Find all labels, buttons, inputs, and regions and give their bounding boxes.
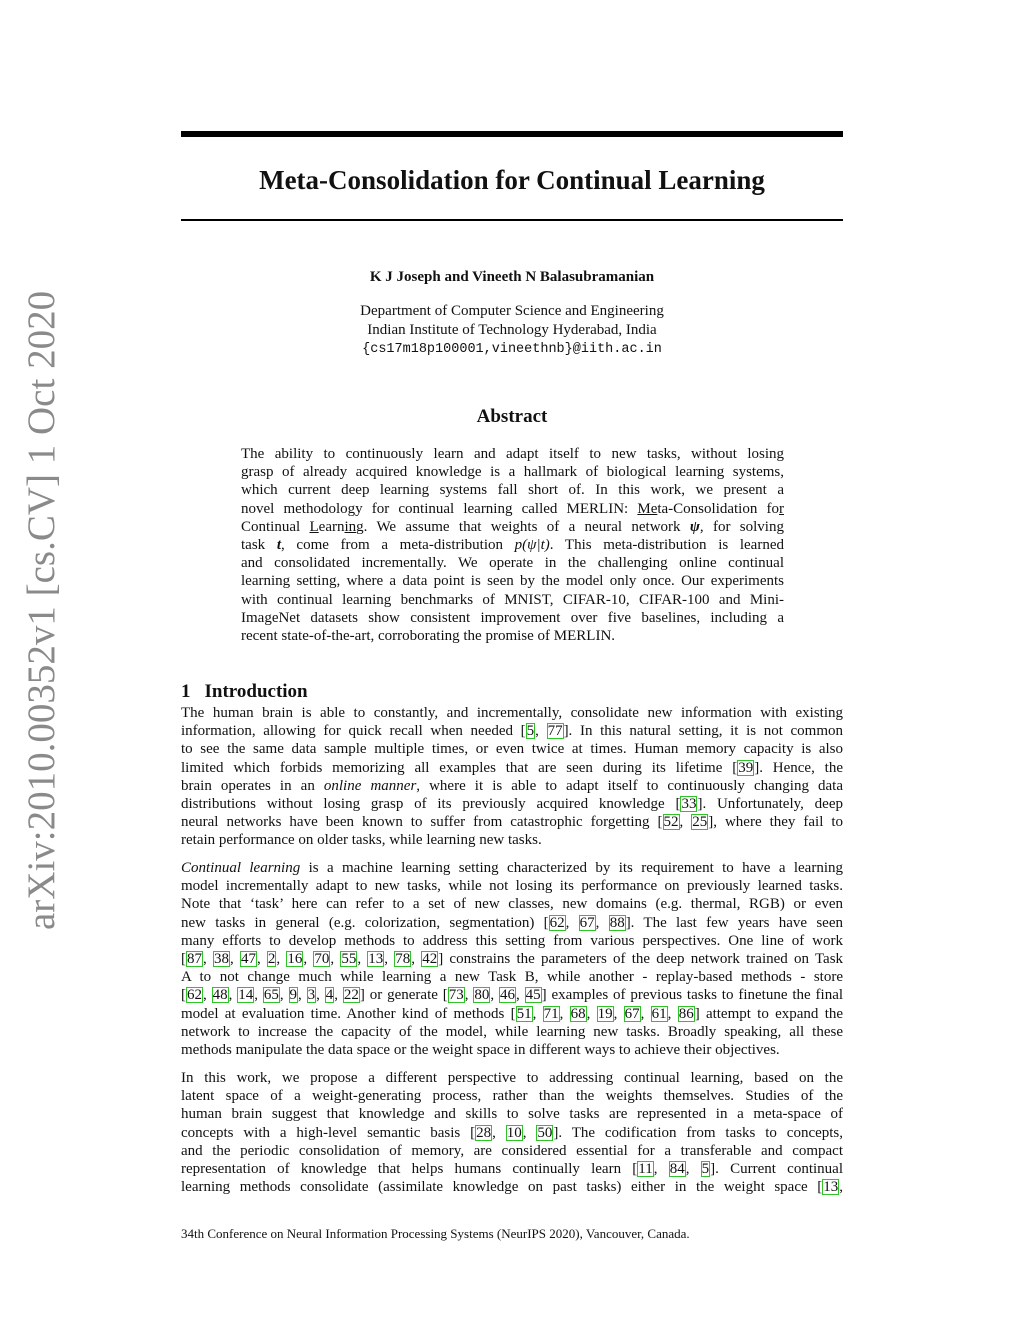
citation-group: 11, 84, 5 — [638, 1160, 710, 1177]
citation-link[interactable]: 13 — [368, 950, 384, 967]
citation-link[interactable]: 46 — [500, 987, 516, 1004]
citation-group: 87, 38, 47, 2, 16, 70, 55, 13, 78, 42 — [187, 950, 438, 967]
text-line — [181, 759, 843, 777]
text-line: Note that ‘task’ here can refer to a set of new classes, new domains (e.g. thermal, RGB) or even — [181, 896, 843, 913]
abstract-line: ImageNet datasets show consistent improvement over five baselines, including a — [241, 609, 784, 626]
abstract-text: . This meta-distribution is learned — [549, 536, 784, 553]
citation-link[interactable]: 10 — [506, 1124, 522, 1141]
text-line — [181, 1160, 843, 1178]
citation-group: 28, 10, 50 — [476, 1124, 553, 1141]
citation-link[interactable]: 77 — [547, 723, 563, 740]
citation-link[interactable]: 65 — [263, 987, 279, 1004]
text: limited which forbids memorizing all examples that are seen during its lifetime [ — [181, 759, 738, 776]
text-line: retain performance on older tasks, while learning new tasks. — [181, 832, 542, 849]
text-line: learning methods consolidate (assimilate knowledge on past tasks) either in the weight space [13, — [181, 1179, 843, 1196]
abstract-line: grasp of already acquired knowledge is a hallmark of biological learning systems, — [241, 464, 784, 481]
text-line: model incrementally adapt to new tasks, while not losing its performance on previously learned tasks. — [181, 878, 843, 895]
citation-link[interactable]: 19 — [597, 1005, 613, 1022]
citation-group: 62, 48, 14, 65, 9, 3, 4, 22 — [187, 987, 359, 1004]
math-t: t — [276, 536, 281, 553]
arxiv-side-stamp: arXiv:2010.00352v1 [cs.CV] 1 Oct 2020 — [20, 290, 63, 930]
math-p-psi-t: p(ψ|t) — [514, 536, 550, 553]
text-line — [181, 859, 843, 877]
citation-link[interactable]: 68 — [570, 1005, 586, 1022]
citation-link[interactable]: 80 — [474, 987, 490, 1004]
citation-link[interactable]: 39 — [738, 759, 754, 776]
abstract-line: with continual learning benchmarks of MNIST, CIFAR-10, CIFAR-100 and Mini- — [241, 591, 784, 608]
text: learning methods consolidate (assimilate knowledge on past tasks) either in the weight space [ — [181, 1179, 823, 1196]
abstract-body — [241, 445, 784, 645]
citation-link[interactable]: 3 — [307, 987, 316, 1004]
text: ]. Hence, the — [754, 759, 843, 776]
text-line: In this work, we propose a different perspective to addressing continual learning, based on the — [181, 1070, 843, 1086]
text-line: latent space of a weight-generating process, rather than the weights themselves. Studies of the — [181, 1088, 843, 1105]
text: , where it is able to adapt itself to continuously changing data — [416, 777, 843, 794]
abstract-text: task — [241, 536, 277, 553]
text-line: to see the same data sample multiple times, or even twice at times. Human memory capacity is also — [181, 741, 843, 758]
citation-link[interactable]: 70 — [314, 950, 330, 967]
citation-link[interactable]: 84 — [669, 1160, 685, 1177]
paper-title: Meta-Consolidation for Continual Learning — [259, 165, 765, 195]
text: ]. Unfortunately, deep — [697, 795, 843, 812]
citation-link[interactable]: 78 — [395, 950, 411, 967]
section-heading-introduction — [181, 680, 308, 704]
text: ] constrains the parameters of the deep network trained on Task — [438, 950, 843, 967]
affiliation — [181, 302, 843, 359]
text: information, allowing for quick recall when needed [ — [181, 723, 526, 740]
text: new tasks in general (e.g. colorization, segmentation) [ — [181, 914, 549, 931]
text-line — [181, 777, 843, 795]
title-top-rule — [181, 131, 843, 137]
citation-link[interactable]: 25 — [692, 814, 708, 831]
text: ]. The codification from tasks to concepts, — [553, 1124, 843, 1141]
intro-paragraph-2 — [181, 859, 843, 1059]
text-line — [181, 1005, 843, 1023]
abstract-line: which current deep learning systems fall short of. In this work, we present a — [241, 482, 784, 499]
citation-group: 62, 67, 88 — [549, 914, 625, 931]
text: concepts with a high-level semantic basis [ — [181, 1124, 476, 1141]
abstract-line — [241, 536, 784, 554]
citation-link[interactable]: 4 — [325, 987, 334, 1004]
text: ], where they fail to — [708, 814, 843, 831]
citation-link[interactable]: 11 — [638, 1160, 653, 1177]
merlin-me: Me — [637, 500, 658, 517]
abstract-heading: Abstract — [476, 406, 548, 427]
text-line: human brain suggest that knowledge and skills to solve tasks are represented in a meta-space of — [181, 1106, 843, 1123]
text-line: neural networks have been known to suffer from catastrophic forgetting [52, 25], where they fail to — [181, 814, 843, 831]
text: brain operates in an — [181, 777, 324, 794]
text: distributions without losing grasp of its previously acquired knowledge [ — [181, 795, 681, 812]
emphasis: Continual learning — [181, 860, 301, 876]
authors: K J Joseph and Vineeth N Balasubramanian — [369, 269, 655, 285]
text: ]. In this natural setting, it is not common — [563, 723, 843, 740]
text-line: information, allowing for quick recall when needed [5, 77]. In this natural setting, it is not common — [181, 723, 843, 740]
text: ] examples of previous tasks to finetune the final — [541, 987, 843, 1004]
merlin-r: r — [778, 500, 784, 517]
citation-link[interactable]: 5 — [701, 1160, 710, 1177]
citation-link[interactable]: 9 — [289, 987, 297, 1004]
citation-link[interactable]: 42 — [422, 950, 438, 967]
citation-link[interactable]: 50 — [537, 1124, 553, 1141]
citation-link[interactable]: 67 — [624, 1005, 640, 1022]
text: ] or generate [ — [359, 987, 448, 1004]
citation-link[interactable]: 51 — [516, 1005, 532, 1022]
text: ]. Current continual — [710, 1160, 843, 1177]
citation-link[interactable]: 16 — [287, 950, 303, 967]
citation-link[interactable]: 47 — [240, 950, 256, 967]
abstract-line: and consolidated incrementally. We operate in the challenging online continual — [241, 555, 784, 572]
text-line: A to not change much while learning a new Task B, while another - replay-based methods - store — [181, 969, 843, 986]
email: {cs17m18p100001,vineethnb}@iith.ac.in — [362, 342, 662, 357]
merlin-in: in — [344, 518, 357, 535]
citation-group: 51, 71, 68, 19, 67, 61, 86 — [516, 1005, 694, 1022]
citation-link[interactable]: 88 — [609, 914, 625, 931]
merlin-l: L — [309, 518, 319, 535]
text-line: network to increase the capacity of the model, while learning new tasks. Broadly speaking, all these — [181, 1023, 843, 1040]
text: neural networks have been known to suffer from catastrophic forgetting [ — [181, 814, 663, 831]
text-line: and the periodic consolidation of memory, are considered essential for a transferable and compact — [181, 1142, 843, 1159]
citation-link[interactable]: 71 — [543, 1005, 559, 1022]
citation-link[interactable]: 14 — [238, 987, 254, 1004]
abstract-text: , come from a meta-distribution — [281, 536, 515, 553]
citation-link[interactable]: 38 — [213, 950, 229, 967]
abstract-text: earn — [318, 518, 345, 535]
citation-link[interactable]: 61 — [651, 1005, 667, 1022]
text-line: [62, 48, 14, 65, 9, 3, 4, 22] or generate [73, 80, 46, 45] examples of previous tasks to finetune the final — [181, 987, 843, 1004]
abstract-line: learning setting, where a data point is seen by the model only once. Our experiments — [241, 573, 784, 590]
citation-link[interactable]: 13 — [823, 1179, 839, 1196]
citation-link[interactable]: 2 — [267, 950, 276, 967]
conference-footnote: 34th Conference on Neural Information Processing Systems (NeurIPS 2020), Vancouver, Canada. — [181, 1226, 690, 1241]
citation-link[interactable]: 48 — [212, 987, 228, 1004]
citation-link[interactable]: 28 — [476, 1124, 492, 1141]
text-line — [181, 1124, 843, 1142]
text-line — [181, 914, 843, 932]
citation-link[interactable]: 62 — [187, 987, 202, 1004]
text: model at evaluation time. Another kind of methods [ — [181, 1005, 516, 1022]
text-line — [181, 795, 843, 813]
emphasis: online manner — [323, 777, 417, 794]
citation-link[interactable]: 55 — [341, 950, 357, 967]
abstract-text: g. We assume that weights of a neural network — [356, 518, 690, 535]
citation-link[interactable]: 45 — [525, 987, 541, 1004]
citation-link[interactable]: 67 — [579, 914, 595, 931]
text-line: methods manipulate the data space or the weight space in different ways to achieve their objectives. — [181, 1041, 780, 1058]
institute: Indian Institute of Technology Hyderabad, India — [367, 322, 657, 338]
section-title: Introduction — [204, 681, 308, 702]
citation-link[interactable]: 86 — [678, 1005, 694, 1022]
abstract-text: novel methodology for continual learning called MERLIN: — [241, 500, 638, 517]
citation-link[interactable]: 22 — [343, 987, 359, 1004]
citation-link[interactable]: 73 — [448, 987, 464, 1004]
abstract-line — [241, 518, 784, 536]
citation-link[interactable]: 52 — [663, 814, 679, 831]
citation-group: 73, 80, 46, 45 — [448, 987, 541, 1004]
citation-link[interactable]: 62 — [549, 914, 565, 931]
citation-link[interactable]: 33 — [681, 795, 697, 812]
department: Department of Computer Science and Engineering — [360, 303, 664, 319]
text: ] attempt to expand the — [694, 1005, 843, 1022]
abstract-line — [241, 500, 784, 518]
abstract-text: , for solving — [699, 518, 784, 535]
text: ]. The last few years have seen — [625, 914, 843, 931]
text-line: many efforts to develop methods to address this setting from various perspectives. One line of work — [181, 932, 843, 949]
citation-link[interactable]: 5 — [526, 723, 535, 740]
math-psi: ψ — [689, 518, 700, 535]
abstract-line: recent state-of-the-art, corroborating the promise of MERLIN. — [241, 627, 616, 644]
text: representation of knowledge that helps humans continually learn [ — [181, 1160, 638, 1177]
intro-paragraph-1 — [181, 704, 843, 850]
abstract-line: The ability to continuously learn and adapt itself to new tasks, without losing — [241, 446, 784, 462]
text-line: [87, 38, 47, 2, 16, 70, 55, 13, 78, 42] constrains the parameters of the deep network trained on Task — [181, 950, 843, 967]
section-number: 1 — [181, 681, 191, 702]
text-line: The human brain is able to constantly, and incrementally, consolidate new information with existing — [181, 705, 843, 721]
title-bottom-rule — [181, 219, 843, 221]
citation-link[interactable]: 87 — [187, 950, 202, 967]
intro-paragraph-3 — [181, 1069, 843, 1196]
abstract-text: Continual — [241, 518, 310, 535]
abstract-text: ta-Consolidation fo — [657, 500, 779, 517]
text: is a machine learning setting characterized by its requirement to have a learning — [300, 860, 843, 876]
